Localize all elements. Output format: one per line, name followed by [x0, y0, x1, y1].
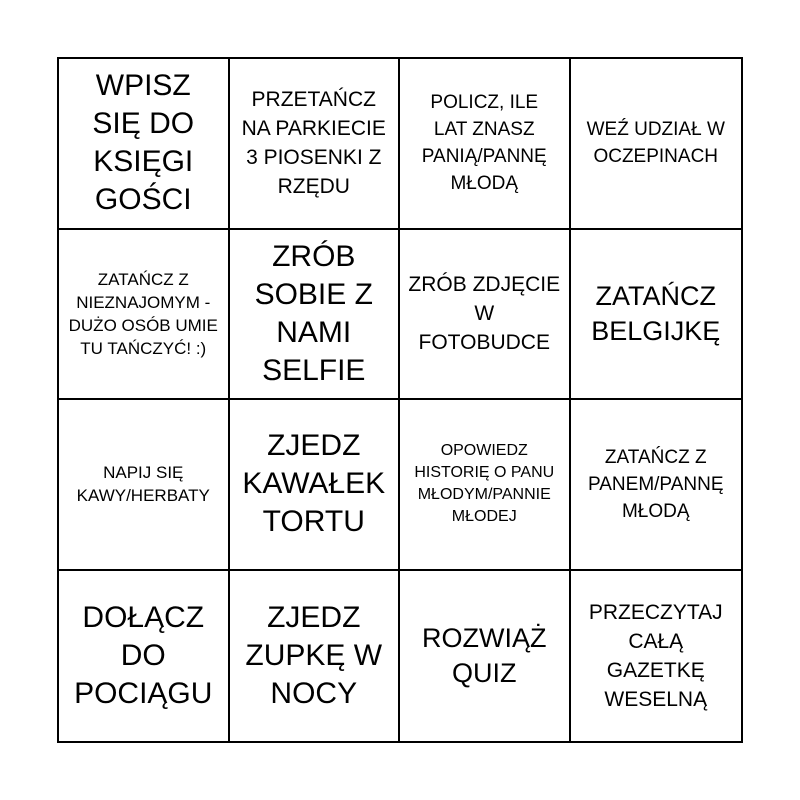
bingo-cell[interactable]: [230, 400, 401, 571]
bingo-cell-text: ROZWIĄŻ QUIZ: [422, 622, 547, 688]
bingo-cell-text: ZATAŃCZ BELGIJKĘ: [591, 280, 721, 346]
bingo-cell-text: ZJEDZ KAWAŁEK TORTU: [242, 429, 386, 539]
bingo-cell[interactable]: [230, 59, 401, 230]
bingo-cell[interactable]: [571, 571, 742, 742]
bingo-cell[interactable]: [571, 400, 742, 571]
bingo-cell[interactable]: [230, 571, 401, 742]
bingo-cell-text: ZJEDZ ZUPKĘ W NOCY: [245, 600, 383, 710]
bingo-cell[interactable]: [400, 571, 571, 742]
bingo-cell[interactable]: [400, 230, 571, 401]
bingo-cell[interactable]: [571, 230, 742, 401]
bingo-cell[interactable]: [571, 59, 742, 230]
bingo-cell-text: WPISZ SIĘ DO KSIĘGI GOŚCI: [92, 69, 195, 217]
bingo-cell-text: ZRÓB ZDJĘCIE W FOTOBUDCE: [408, 273, 561, 355]
bingo-cell[interactable]: [59, 571, 230, 742]
bingo-cell[interactable]: [59, 400, 230, 571]
bingo-cell-text: ZATAŃCZ Z PANEM/PANNĘ MŁODĄ: [588, 446, 724, 522]
bingo-cell[interactable]: [230, 230, 401, 401]
bingo-cell-text: POLICZ, ILE LAT ZNASZ PANIĄ/PANNĘ MŁODĄ: [421, 92, 547, 195]
bingo-cell[interactable]: [400, 400, 571, 571]
bingo-cell-text: ZRÓB SOBIE Z NAMI SELFIE: [254, 239, 373, 387]
bingo-cell[interactable]: [400, 59, 571, 230]
bingo-cell[interactable]: [59, 59, 230, 230]
bingo-cell-text: PRZETAŃCZ NA PARKIECIE 3 PIOSENKI Z RZĘDU: [241, 88, 386, 199]
bingo-cell-text: DOŁĄCZ DO POCIĄGU: [74, 600, 213, 710]
bingo-cell[interactable]: [59, 230, 230, 401]
bingo-cell-text: ZATAŃCZ Z NIEZNAJOMYM - DUŻO OSÓB UMIE TU TAŃCZYĆ! :): [68, 269, 218, 358]
bingo-card: [57, 57, 743, 743]
bingo-cell-text: PRZECZYTAJ CAŁĄ GAZETKĘ WESELNĄ: [588, 600, 723, 711]
bingo-cell-text: OPOWIEDZ HISTORIĘ O PANU MŁODYM/PANNIE MŁODEJ: [414, 442, 555, 526]
bingo-cell-text: WEŹ UDZIAŁ W OCZEPINACH: [586, 119, 725, 168]
bingo-cell-text: NAPIJ SIĘ KAWY/HERBATY: [76, 463, 210, 506]
